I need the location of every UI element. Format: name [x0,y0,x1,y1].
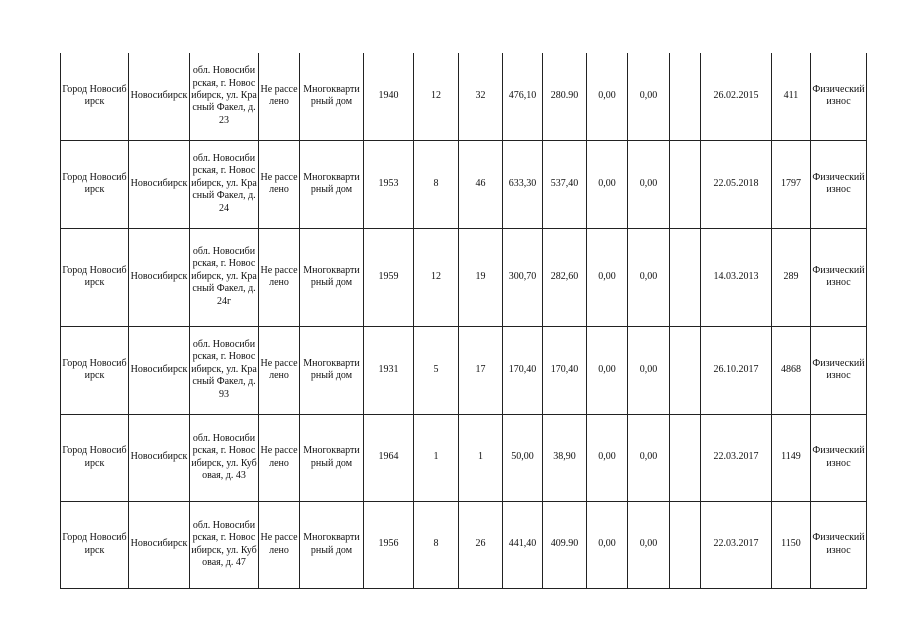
cell-building-type: Многоквартирный дом [300,414,364,501]
cell-residents: 26 [459,501,503,588]
cell-date: 26.10.2017 [701,326,772,414]
cell-building-type: Многоквартирный дом [300,53,364,140]
cell-doc-number: 4868 [772,326,811,414]
cell-area-total: 50,00 [503,414,543,501]
cell-value-k: 0,00 [587,140,628,228]
cell-residents: 17 [459,326,503,414]
cell-value-l: 0,00 [628,228,670,326]
cell-doc-number: 411 [772,53,811,140]
cell-area-total: 476,10 [503,53,543,140]
cell-area-total: 300,70 [503,228,543,326]
cell-reason: Физический износ [811,326,867,414]
cell-status: Не расселено [259,140,300,228]
cell-building-type: Многоквартирный дом [300,140,364,228]
table-row [61,414,867,501]
cell-municipality: Город Новосибирск [61,140,129,228]
cell-municipality: Город Новосибирск [61,228,129,326]
cell-building-type: Многоквартирный дом [300,501,364,588]
cell-status: Не расселено [259,414,300,501]
cell-year: 1931 [364,326,414,414]
cell-municipality: Город Новосибирск [61,326,129,414]
cell-municipality: Город Новосибирск [61,501,129,588]
cell-area-living: 170,40 [543,326,587,414]
cell-area-living: 409.90 [543,501,587,588]
cell-status: Не расселено [259,326,300,414]
cell-address: обл. Новосибирская, г. Новосибирск, ул. Красный Факел, д. 24г [190,228,259,326]
cell-residents: 1 [459,414,503,501]
cell-apartments: 12 [414,53,459,140]
table-row [61,228,867,326]
cell-value-k: 0,00 [587,501,628,588]
cell-area-living: 282,60 [543,228,587,326]
cell-apartments: 8 [414,501,459,588]
cell-residents: 32 [459,53,503,140]
cell-city: Новосибирск [129,228,190,326]
cell-date: 14.03.2013 [701,228,772,326]
cell-empty [670,53,701,140]
cell-empty [670,501,701,588]
cell-city: Новосибирск [129,326,190,414]
cell-apartments: 12 [414,228,459,326]
cell-reason: Физический износ [811,140,867,228]
cell-area-living: 38,90 [543,414,587,501]
cell-date: 26.02.2015 [701,53,772,140]
housing-registry-table [60,53,867,589]
cell-municipality: Город Новосибирск [61,53,129,140]
cell-value-l: 0,00 [628,501,670,588]
cell-value-l: 0,00 [628,53,670,140]
cell-doc-number: 1150 [772,501,811,588]
table-row [61,53,867,140]
cell-city: Новосибирск [129,140,190,228]
cell-value-k: 0,00 [587,326,628,414]
cell-empty [670,414,701,501]
cell-address: обл. Новосибирская, г. Новосибирск, ул. Красный Факел, д. 93 [190,326,259,414]
cell-empty [670,326,701,414]
cell-address: обл. Новосибирская, г. Новосибирск, ул. Кубовая, д. 47 [190,501,259,588]
cell-year: 1956 [364,501,414,588]
table-row [61,501,867,588]
cell-year: 1959 [364,228,414,326]
cell-date: 22.03.2017 [701,501,772,588]
cell-doc-number: 1797 [772,140,811,228]
cell-apartments: 1 [414,414,459,501]
cell-value-k: 0,00 [587,414,628,501]
cell-doc-number: 289 [772,228,811,326]
cell-address: обл. Новосибирская, г. Новосибирск, ул. Кубовая, д. 43 [190,414,259,501]
cell-apartments: 8 [414,140,459,228]
cell-date: 22.05.2018 [701,140,772,228]
cell-status: Не расселено [259,501,300,588]
cell-reason: Физический износ [811,414,867,501]
cell-municipality: Город Новосибирск [61,414,129,501]
cell-area-living: 537,40 [543,140,587,228]
cell-value-k: 0,00 [587,228,628,326]
cell-apartments: 5 [414,326,459,414]
cell-city: Новосибирск [129,501,190,588]
cell-building-type: Многоквартирный дом [300,228,364,326]
cell-reason: Физический износ [811,501,867,588]
cell-status: Не расселено [259,228,300,326]
cell-value-k: 0,00 [587,53,628,140]
cell-value-l: 0,00 [628,326,670,414]
cell-year: 1940 [364,53,414,140]
cell-doc-number: 1149 [772,414,811,501]
cell-year: 1953 [364,140,414,228]
cell-year: 1964 [364,414,414,501]
cell-residents: 46 [459,140,503,228]
cell-value-l: 0,00 [628,140,670,228]
cell-address: обл. Новосибирская, г. Новосибирск, ул. Красный Факел, д. 24 [190,140,259,228]
cell-area-total: 170,40 [503,326,543,414]
table-row [61,326,867,414]
cell-city: Новосибирск [129,414,190,501]
cell-reason: Физический износ [811,228,867,326]
cell-area-total: 441,40 [503,501,543,588]
cell-residents: 19 [459,228,503,326]
cell-area-living: 280.90 [543,53,587,140]
cell-reason: Физический износ [811,53,867,140]
cell-empty [670,140,701,228]
cell-date: 22.03.2017 [701,414,772,501]
cell-city: Новосибирск [129,53,190,140]
cell-status: Не расселено [259,53,300,140]
table-row [61,140,867,228]
cell-empty [670,228,701,326]
cell-area-total: 633,30 [503,140,543,228]
cell-address: обл. Новосибирская, г. Новосибирск, ул. Красный Факел, д. 23 [190,53,259,140]
cell-value-l: 0,00 [628,414,670,501]
cell-building-type: Многоквартирный дом [300,326,364,414]
